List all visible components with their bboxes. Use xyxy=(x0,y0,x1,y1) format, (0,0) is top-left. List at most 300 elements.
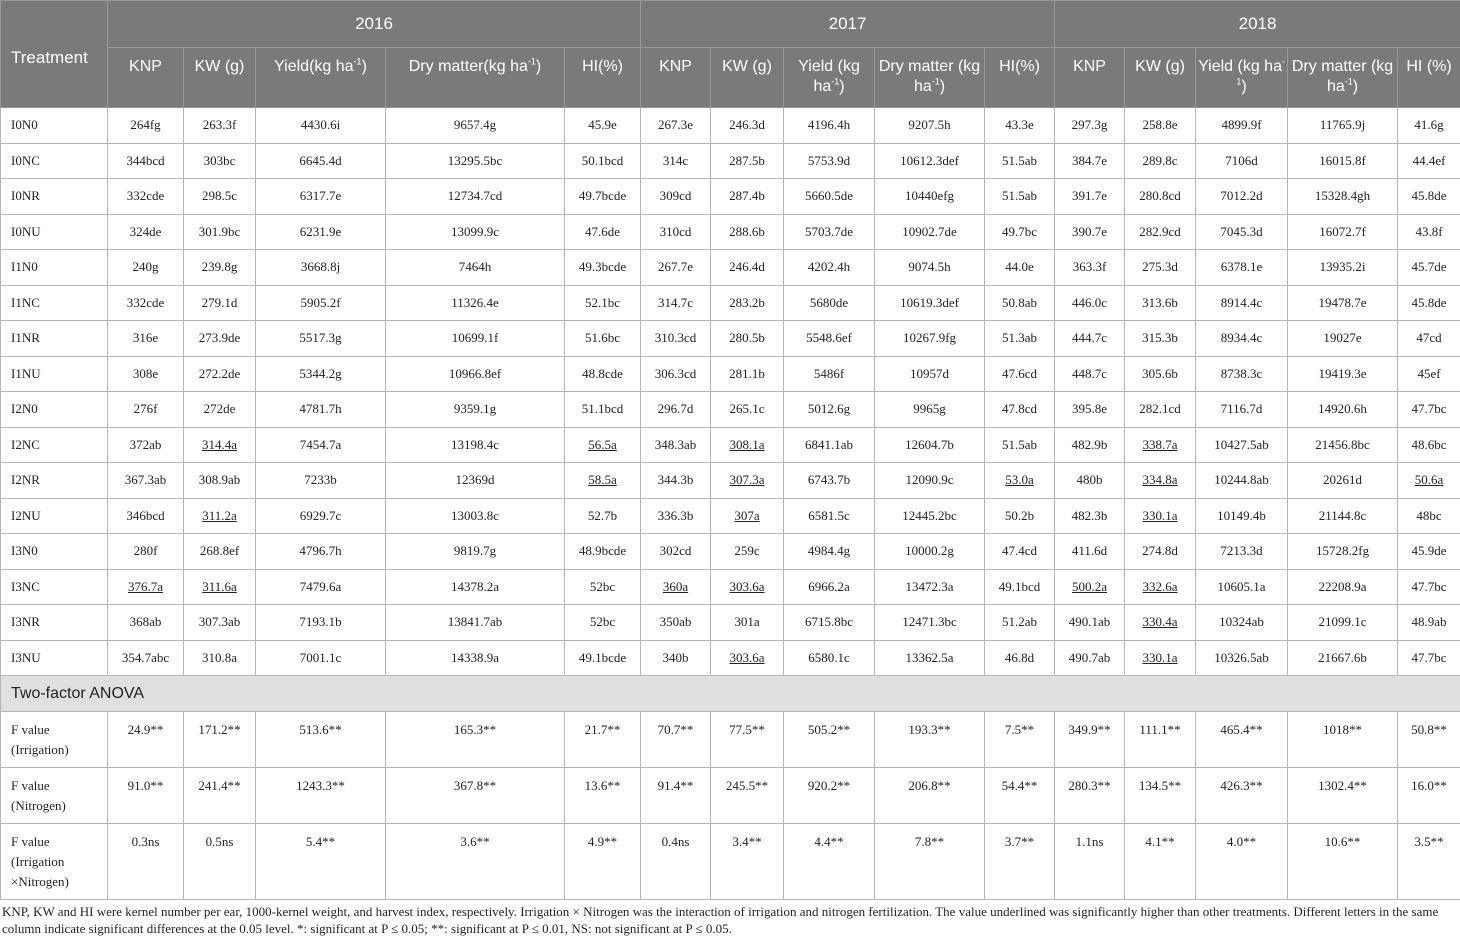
value-cell: 448.7c xyxy=(1055,356,1125,392)
value-cell: 4796.7h xyxy=(256,534,386,570)
value-cell: 338.7a xyxy=(1125,427,1196,463)
column-header-text: KW (g) xyxy=(1135,58,1185,75)
column-header-text: KNP xyxy=(129,58,162,75)
value-cell: 4984.4g xyxy=(784,534,875,570)
f-value-cell: 16.0** xyxy=(1398,768,1460,824)
value-cell: 310.3cd xyxy=(641,321,711,357)
value-cell: 350ab xyxy=(641,605,711,641)
value-cell: 346bcd xyxy=(108,498,184,534)
value-cell: 272de xyxy=(184,392,256,428)
header-row-years xyxy=(1,1,1460,48)
value-cell: 324de xyxy=(108,214,184,250)
value-cell: 21667.6b xyxy=(1288,640,1398,676)
value-cell: 53.0a xyxy=(985,463,1055,499)
column-header xyxy=(711,48,784,108)
value-cell: 48.9ab xyxy=(1398,605,1460,641)
value-cell: 311.6a xyxy=(184,569,256,605)
value-cell: 50.1bcd xyxy=(565,143,641,179)
value-cell: 16015.8f xyxy=(1288,143,1398,179)
treatment-cell: I3N0 xyxy=(1,534,108,570)
value-cell: 240g xyxy=(108,250,184,286)
value-cell: 490.1ab xyxy=(1055,605,1125,641)
value-cell: 8738.3c xyxy=(1196,356,1288,392)
value-cell: 4430.6i xyxy=(256,108,386,144)
value-cell: 6581.5c xyxy=(784,498,875,534)
column-header-suffix: ) xyxy=(361,58,367,75)
value-cell: 280.5b xyxy=(711,321,784,357)
value-cell: 264fg xyxy=(108,108,184,144)
value-cell: 5344.2g xyxy=(256,356,386,392)
value-cell: 5486f xyxy=(784,356,875,392)
value-cell: 51.6bc xyxy=(565,321,641,357)
table-row xyxy=(1,356,1460,392)
value-cell: 344bcd xyxy=(108,143,184,179)
value-cell: 9207.5h xyxy=(875,108,985,144)
f-value-cell: 280.3** xyxy=(1055,768,1125,824)
value-cell: 10966.8ef xyxy=(386,356,565,392)
value-cell: 48.6bc xyxy=(1398,427,1460,463)
value-cell: 348.3ab xyxy=(641,427,711,463)
value-cell: 7213.3d xyxy=(1196,534,1288,570)
value-cell: 3668.8j xyxy=(256,250,386,286)
f-value-cell: 206.8** xyxy=(875,768,985,824)
f-value-cell: 24.9** xyxy=(108,712,184,768)
value-cell: 315.3b xyxy=(1125,321,1196,357)
value-cell: 274.8d xyxy=(1125,534,1196,570)
value-cell: 7479.6a xyxy=(256,569,386,605)
treatment-header: Treatment xyxy=(1,1,108,108)
value-cell: 6645.4d xyxy=(256,143,386,179)
value-cell: 5905.2f xyxy=(256,285,386,321)
value-cell: 308e xyxy=(108,356,184,392)
table-row xyxy=(1,392,1460,428)
value-cell: 45ef xyxy=(1398,356,1460,392)
column-header xyxy=(108,48,184,108)
value-cell: 47.7bc xyxy=(1398,392,1460,428)
f-value-cell: 0.5ns xyxy=(184,824,256,900)
value-cell: 301.9bc xyxy=(184,214,256,250)
value-cell: 9359.1g xyxy=(386,392,565,428)
f-value-cell: 4.0** xyxy=(1196,824,1288,900)
value-cell: 5548.6ef xyxy=(784,321,875,357)
value-cell: 395.8e xyxy=(1055,392,1125,428)
value-cell: 45.7de xyxy=(1398,250,1460,286)
column-header-unit-exponent: -1 xyxy=(353,56,362,67)
value-cell: 45.8de xyxy=(1398,285,1460,321)
value-cell: 308.9ab xyxy=(184,463,256,499)
column-header-text: KW (g) xyxy=(194,58,245,75)
value-cell: 298.5c xyxy=(184,179,256,215)
treatment-cell: I2NU xyxy=(1,498,108,534)
value-cell: 12604.7b xyxy=(875,427,985,463)
year-header-2017: 2017 xyxy=(641,1,1055,48)
value-cell: 47.7bc xyxy=(1398,640,1460,676)
value-cell: 10699.1f xyxy=(386,321,565,357)
table-row xyxy=(1,498,1460,534)
f-value-cell: 3.6** xyxy=(386,824,565,900)
column-header xyxy=(641,48,711,108)
value-cell: 49.3bcde xyxy=(565,250,641,286)
value-cell: 289.8c xyxy=(1125,143,1196,179)
treatment-cell: I3NR xyxy=(1,605,108,641)
value-cell: 45.8de xyxy=(1398,179,1460,215)
value-cell: 4781.7h xyxy=(256,392,386,428)
value-cell: 13003.8c xyxy=(386,498,565,534)
treatment-cell: I1N0 xyxy=(1,250,108,286)
table-row xyxy=(1,250,1460,286)
value-cell: 43.8f xyxy=(1398,214,1460,250)
column-header xyxy=(875,48,985,108)
value-cell: 44.0e xyxy=(985,250,1055,286)
column-header-unit-exponent: -1 xyxy=(1236,56,1285,87)
column-header-text: Yield (kg ha xyxy=(1198,58,1282,75)
value-cell: 307.3a xyxy=(711,463,784,499)
value-cell: 47cd xyxy=(1398,321,1460,357)
value-cell: 5012.6g xyxy=(784,392,875,428)
value-cell: 10000.2g xyxy=(875,534,985,570)
value-cell: 6929.7c xyxy=(256,498,386,534)
value-cell: 372ab xyxy=(108,427,184,463)
value-cell: 11765.9j xyxy=(1288,108,1398,144)
value-cell: 272.2de xyxy=(184,356,256,392)
value-cell: 14920.6h xyxy=(1288,392,1398,428)
value-cell: 7233b xyxy=(256,463,386,499)
value-cell: 391.7e xyxy=(1055,179,1125,215)
value-cell: 5517.3g xyxy=(256,321,386,357)
anova-row xyxy=(1,768,1460,824)
f-value-cell: 134.5** xyxy=(1125,768,1196,824)
treatment-cell: I0NR xyxy=(1,179,108,215)
value-cell: 280f xyxy=(108,534,184,570)
value-cell: 7464h xyxy=(386,250,565,286)
f-value-cell: 111.1** xyxy=(1125,712,1196,768)
value-cell: 275.3d xyxy=(1125,250,1196,286)
column-header-suffix: ) xyxy=(1241,78,1247,95)
value-cell: 340b xyxy=(641,640,711,676)
value-cell: 51.5ab xyxy=(985,179,1055,215)
value-cell: 267.3e xyxy=(641,108,711,144)
value-cell: 21099.1c xyxy=(1288,605,1398,641)
column-header-suffix: ) xyxy=(939,78,946,95)
year-header-2018: 2018 xyxy=(1055,1,1460,48)
value-cell: 20261d xyxy=(1288,463,1398,499)
column-header xyxy=(565,48,641,108)
f-value-cell: 245.5** xyxy=(711,768,784,824)
value-cell: 309cd xyxy=(641,179,711,215)
value-cell: 336.3b xyxy=(641,498,711,534)
value-cell: 49.1bcde xyxy=(565,640,641,676)
f-value-cell: 165.3** xyxy=(386,712,565,768)
column-header xyxy=(184,48,256,108)
column-header-unit-exponent: -1 xyxy=(527,56,536,67)
value-cell: 10267.9fg xyxy=(875,321,985,357)
column-header-suffix: ) xyxy=(535,58,542,75)
column-header-suffix: ) xyxy=(1352,78,1359,95)
value-cell: 287.4b xyxy=(711,179,784,215)
f-value-cell: 426.3** xyxy=(1196,768,1288,824)
value-cell: 56.5a xyxy=(565,427,641,463)
value-cell: 490.7ab xyxy=(1055,640,1125,676)
value-cell: 6841.1ab xyxy=(784,427,875,463)
value-cell: 16072.7f xyxy=(1288,214,1398,250)
anova-section-row xyxy=(1,676,1460,712)
value-cell: 332.6a xyxy=(1125,569,1196,605)
value-cell: 12090.9c xyxy=(875,463,985,499)
value-cell: 4196.4h xyxy=(784,108,875,144)
value-cell: 360a xyxy=(641,569,711,605)
value-cell: 10324ab xyxy=(1196,605,1288,641)
value-cell: 52.7b xyxy=(565,498,641,534)
value-cell: 13362.5a xyxy=(875,640,985,676)
value-cell: 10612.3def xyxy=(875,143,985,179)
f-value-cell: 241.4** xyxy=(184,768,256,824)
header-row-columns xyxy=(1,48,1460,108)
value-cell: 12369d xyxy=(386,463,565,499)
column-header-unit-exponent: -1 xyxy=(931,76,940,87)
value-cell: 49.7bcde xyxy=(565,179,641,215)
value-cell: 19419.3e xyxy=(1288,356,1398,392)
column-header-text: KNP xyxy=(659,58,692,75)
value-cell: 482.9b xyxy=(1055,427,1125,463)
column-header-text: KNP xyxy=(1073,58,1106,75)
value-cell: 45.9de xyxy=(1398,534,1460,570)
value-cell: 314.4a xyxy=(184,427,256,463)
column-header-text: HI (%) xyxy=(1406,58,1452,75)
value-cell: 49.7bc xyxy=(985,214,1055,250)
f-value-cell: 920.2** xyxy=(784,768,875,824)
value-cell: 246.4d xyxy=(711,250,784,286)
treatment-cell: I0N0 xyxy=(1,108,108,144)
value-cell: 310cd xyxy=(641,214,711,250)
f-value-cell: 0.3ns xyxy=(108,824,184,900)
value-cell: 330.4a xyxy=(1125,605,1196,641)
value-cell: 301a xyxy=(711,605,784,641)
f-value-cell: 3.7** xyxy=(985,824,1055,900)
column-header xyxy=(1196,48,1288,108)
value-cell: 12445.2bc xyxy=(875,498,985,534)
treatment-cell: I0NC xyxy=(1,143,108,179)
value-cell: 258.8e xyxy=(1125,108,1196,144)
value-cell: 47.6cd xyxy=(985,356,1055,392)
column-header-text: Yield (kg ha xyxy=(798,58,860,95)
value-cell: 43.3e xyxy=(985,108,1055,144)
value-cell: 52bc xyxy=(565,569,641,605)
column-header-text: Dry matter(kg ha xyxy=(408,58,528,75)
value-cell: 9074.5h xyxy=(875,250,985,286)
value-cell: 13295.5bc xyxy=(386,143,565,179)
value-cell: 13841.7ab xyxy=(386,605,565,641)
f-value-cell: 1243.3** xyxy=(256,768,386,824)
value-cell: 9965g xyxy=(875,392,985,428)
value-cell: 21456.8bc xyxy=(1288,427,1398,463)
value-cell: 48.9bcde xyxy=(565,534,641,570)
value-cell: 303bc xyxy=(184,143,256,179)
anova-label-cell: F value (Irrigation ×Nitrogen) xyxy=(1,824,108,900)
value-cell: 7454.7a xyxy=(256,427,386,463)
table-row xyxy=(1,321,1460,357)
value-cell: 51.3ab xyxy=(985,321,1055,357)
treatment-cell: I1NC xyxy=(1,285,108,321)
value-cell: 330.1a xyxy=(1125,640,1196,676)
f-value-cell: 91.4** xyxy=(641,768,711,824)
value-cell: 22208.9a xyxy=(1288,569,1398,605)
value-cell: 482.3b xyxy=(1055,498,1125,534)
value-cell: 332cde xyxy=(108,179,184,215)
value-cell: 363.3f xyxy=(1055,250,1125,286)
table-row xyxy=(1,569,1460,605)
value-cell: 444.7c xyxy=(1055,321,1125,357)
table-row xyxy=(1,214,1460,250)
value-cell: 7193.1b xyxy=(256,605,386,641)
value-cell: 310.8a xyxy=(184,640,256,676)
value-cell: 7116.7d xyxy=(1196,392,1288,428)
value-cell: 268.8ef xyxy=(184,534,256,570)
value-cell: 10149.4b xyxy=(1196,498,1288,534)
column-header xyxy=(1288,48,1398,108)
value-cell: 47.8cd xyxy=(985,392,1055,428)
value-cell: 283.2b xyxy=(711,285,784,321)
f-value-cell: 4.9** xyxy=(565,824,641,900)
value-cell: 4202.4h xyxy=(784,250,875,286)
column-header-unit-exponent: -1 xyxy=(831,76,840,87)
f-value-cell: 3.4** xyxy=(711,824,784,900)
f-value-cell: 91.0** xyxy=(108,768,184,824)
treatment-cell: I1NU xyxy=(1,356,108,392)
value-cell: 50.6a xyxy=(1398,463,1460,499)
table-footnote: KNP, KW and HI were kernel number per ear, 1000-kernel weight, and harvest index, respectively. Irrigation × Nitrogen was the interaction of irrigation and nitrogen fertilization. The value underlined was significantly higher than other treatments. Different letters in the same column indicate significant differences at the 0.05 level. *: significant at P ≤ 0.05; **: significant at P ≤ 0.01, NS: not significant at P ≤ 0.05. xyxy=(2,904,1439,936)
value-cell: 12471.3bc xyxy=(875,605,985,641)
value-cell: 13935.2i xyxy=(1288,250,1398,286)
value-cell: 51.2ab xyxy=(985,605,1055,641)
f-value-cell: 171.2** xyxy=(184,712,256,768)
value-cell: 5660.5de xyxy=(784,179,875,215)
column-header-suffix: ) xyxy=(839,78,845,95)
column-header-unit-exponent: -1 xyxy=(1344,76,1353,87)
column-header-text: Yield(kg ha xyxy=(274,58,354,75)
value-cell: 316e xyxy=(108,321,184,357)
value-cell: 332cde xyxy=(108,285,184,321)
column-header xyxy=(985,48,1055,108)
value-cell: 411.6d xyxy=(1055,534,1125,570)
value-cell: 49.1bcd xyxy=(985,569,1055,605)
value-cell: 47.4cd xyxy=(985,534,1055,570)
column-header xyxy=(1125,48,1196,108)
value-cell: 15328.4gh xyxy=(1288,179,1398,215)
f-value-cell: 367.8** xyxy=(386,768,565,824)
value-cell: 265.1c xyxy=(711,392,784,428)
f-value-cell: 21.7** xyxy=(565,712,641,768)
value-cell: 296.7d xyxy=(641,392,711,428)
value-cell: 10605.1a xyxy=(1196,569,1288,605)
value-cell: 368ab xyxy=(108,605,184,641)
treatment-cell: I2NR xyxy=(1,463,108,499)
f-value-cell: 77.5** xyxy=(711,712,784,768)
value-cell: 313.6b xyxy=(1125,285,1196,321)
value-cell: 47.7bc xyxy=(1398,569,1460,605)
value-cell: 330.1a xyxy=(1125,498,1196,534)
value-cell: 263.3f xyxy=(184,108,256,144)
value-cell: 10326.5ab xyxy=(1196,640,1288,676)
treatment-cell: I3NC xyxy=(1,569,108,605)
value-cell: 13099.9c xyxy=(386,214,565,250)
anova-row xyxy=(1,824,1460,900)
column-header-text: HI(%) xyxy=(999,58,1040,75)
value-cell: 14338.9a xyxy=(386,640,565,676)
value-cell: 50.8ab xyxy=(985,285,1055,321)
value-cell: 48.8cde xyxy=(565,356,641,392)
value-cell: 259c xyxy=(711,534,784,570)
value-cell: 302cd xyxy=(641,534,711,570)
value-cell: 7045.3d xyxy=(1196,214,1288,250)
value-cell: 282.1cd xyxy=(1125,392,1196,428)
value-cell: 305.6b xyxy=(1125,356,1196,392)
table-row xyxy=(1,179,1460,215)
value-cell: 390.7e xyxy=(1055,214,1125,250)
anova-label-cell: F value (Irrigation) xyxy=(1,712,108,768)
value-cell: 303.6a xyxy=(711,569,784,605)
table-row xyxy=(1,143,1460,179)
value-cell: 500.2a xyxy=(1055,569,1125,605)
value-cell: 297.3g xyxy=(1055,108,1125,144)
value-cell: 5703.7de xyxy=(784,214,875,250)
treatment-cell: I1NR xyxy=(1,321,108,357)
value-cell: 7012.2d xyxy=(1196,179,1288,215)
value-cell: 246.3d xyxy=(711,108,784,144)
value-cell: 307a xyxy=(711,498,784,534)
value-cell: 13472.3a xyxy=(875,569,985,605)
table-row xyxy=(1,427,1460,463)
value-cell: 51.5ab xyxy=(985,427,1055,463)
value-cell: 13198.4c xyxy=(386,427,565,463)
value-cell: 287.5b xyxy=(711,143,784,179)
f-value-cell: 54.4** xyxy=(985,768,1055,824)
f-value-cell: 70.7** xyxy=(641,712,711,768)
f-value-cell: 4.4** xyxy=(784,824,875,900)
f-value-cell: 4.1** xyxy=(1125,824,1196,900)
column-header xyxy=(386,48,565,108)
value-cell: 8914.4c xyxy=(1196,285,1288,321)
value-cell: 12734.7cd xyxy=(386,179,565,215)
value-cell: 480b xyxy=(1055,463,1125,499)
table-row xyxy=(1,463,1460,499)
table-row xyxy=(1,285,1460,321)
value-cell: 306.3cd xyxy=(641,356,711,392)
value-cell: 6580.1c xyxy=(784,640,875,676)
f-value-cell: 3.5** xyxy=(1398,824,1460,900)
value-cell: 276f xyxy=(108,392,184,428)
f-value-cell: 0.4ns xyxy=(641,824,711,900)
treatment-cell: I0NU xyxy=(1,214,108,250)
f-value-cell: 7.5** xyxy=(985,712,1055,768)
year-header-2016: 2016 xyxy=(108,1,641,48)
value-cell: 41.6g xyxy=(1398,108,1460,144)
value-cell: 376.7a xyxy=(108,569,184,605)
f-value-cell: 513.6** xyxy=(256,712,386,768)
value-cell: 58.5a xyxy=(565,463,641,499)
value-cell: 384.7e xyxy=(1055,143,1125,179)
value-cell: 44.4ef xyxy=(1398,143,1460,179)
value-cell: 50.2b xyxy=(985,498,1055,534)
value-cell: 282.9cd xyxy=(1125,214,1196,250)
f-value-cell: 465.4** xyxy=(1196,712,1288,768)
value-cell: 288.6b xyxy=(711,214,784,250)
treatment-cell: I2NC xyxy=(1,427,108,463)
f-value-cell: 1.1ns xyxy=(1055,824,1125,900)
value-cell: 19478.7e xyxy=(1288,285,1398,321)
value-cell: 6966.2a xyxy=(784,569,875,605)
column-header-text: Dry matter (kg ha xyxy=(1291,58,1394,95)
value-cell: 21144.8c xyxy=(1288,498,1398,534)
